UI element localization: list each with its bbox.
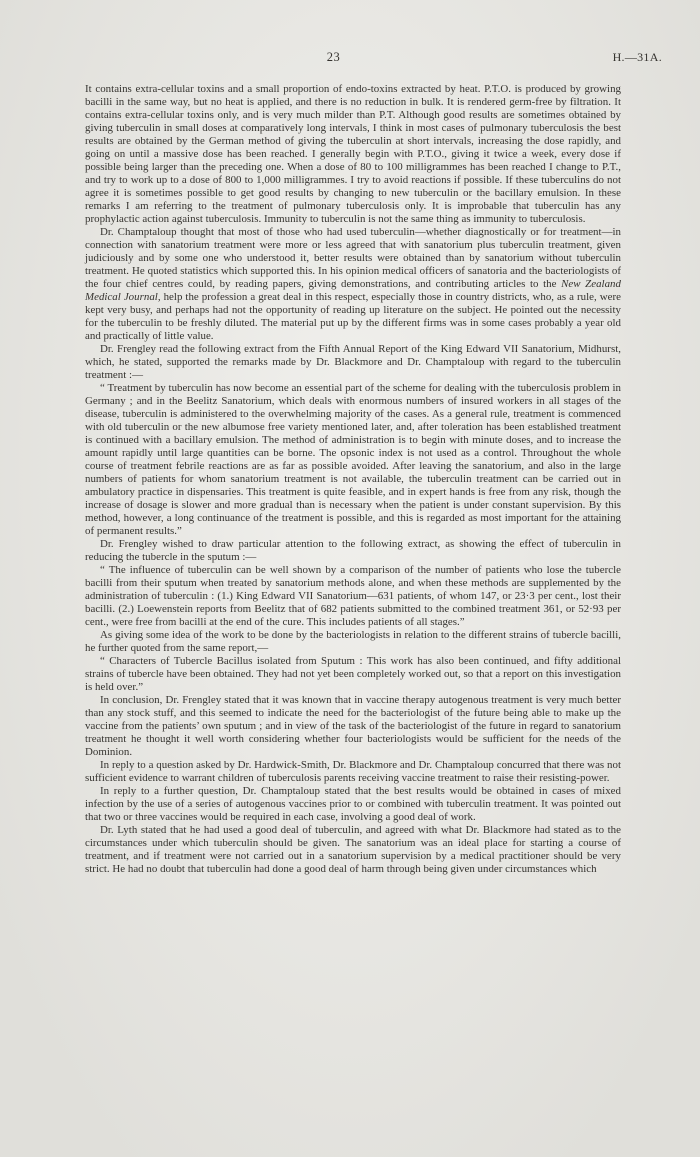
journal-title: New Zealand Medical Journal, xyxy=(85,278,621,303)
paragraph: Dr. Frengley read the following extract from the Fifth Annual Report of the King Edward VII Sanatorium, Midhurst, which, he stated, supported the remarks made by Dr. Blackmore and Dr. Champtaloup with regard to the tuberculin treatment :— xyxy=(85,343,621,381)
paragraph: In reply to a question asked by Dr. Hardwick-Smith, Dr. Blackmore and Dr. Champtaloup concurred that there was not sufficient evidence to warrant children of tuberculosis parents receiving vaccine treatment to raise their resisting-power. xyxy=(85,759,621,784)
quoted-extract: “ The influence of tuberculin can be well shown by a comparison of the number of patients who lose the tubercle bacilli from their sputum when treated by sanatorium methods alone, and when these methods are supplemented by the administration of tuberculin : (1.) King Edward VII Sanatorium—631 patients, of whom 147, or 23·3 per cent., lost their bacilli. (2.) Loewenstein reports from Beelitz that of 682 patients submitted to the combined treatment 361, or 52·93 per cent., were free from bacilli at the end of the cure. This includes patients of all stages.” xyxy=(85,564,621,628)
paragraph: Dr. Frengley wished to draw particular attention to the following extract, as showing the effect of tuberculin in reducing the tubercle in the sputum :— xyxy=(85,538,621,563)
page-header xyxy=(85,50,662,66)
page-number: 23 xyxy=(326,50,341,64)
quoted-extract: “ Treatment by tuberculin has now become an essential part of the scheme for dealing with the tuberculosis problem in Germany ; and in the Beelitz Sanatorium, which deals with enormous numbers of insured workers in all stages of the disease, tuberculin is administered to the overwhelming majority of the cases. As a general rule, treatment is commenced with old tuberculin or the new albumose free variety mentioned later, and, after toleration has been established treatment is continued with a bacillary emulsion. The method of administration is to begin with minute doses, and to increase the amount rapidly until large quantities can be borne. The opsonic index is not used as a control. Throughout the whole course of treatment febrile reactions are as far as possible avoided. After leaving the sanatorium, and also in the large numbers of patients for whom sanatorium treatment is not available, the tuberculin treatment can be carried out in ambulatory practice in dispensaries. This treatment is quite feasible, and in expert hands is free from any risk, though the increase of dosage is slower and more gradual than is necessary when the patient is under constant supervision. By this method, however, a long continuance of the treatment is possible, and this is regarded as most important for the attaining of permanent results.” xyxy=(85,382,621,537)
doc-reference: H.—31A. xyxy=(612,50,662,64)
paragraph: As giving some idea of the work to be done by the bacteriologists in relation to the different strains of tubercle bacilli, he further quoted from the same report,— xyxy=(85,629,621,654)
paragraph xyxy=(85,226,621,343)
quoted-extract: “ Characters of Tubercle Bacillus isolated from Sputum : This work has also been continued, and fifty additional strains of tubercle have been obtained. They had not yet been completely worked out, so that a report on this investigation is held over.” xyxy=(85,655,621,693)
paragraph: In reply to a further question, Dr. Champtaloup stated that the best results would be obtained in cases of mixed infection by the use of a series of autogenous vaccines prior to or combined with tuberculin treatment. It was pointed out that two or three vaccines would be required in each case, involving a good deal of work. xyxy=(85,785,621,823)
paragraph: Dr. Lyth stated that he had used a good deal of tuberculin, and agreed with what Dr. Blackmore had stated as to the circumstances under which tuberculin should be given. The sanatorium was an ideal place for starting a course of treatment, and if treatment were not carried out in a sanatorium supervision by a medical practitioner should be very strict. He had no doubt that tuberculin had done a good deal of harm through being given under circumstances which xyxy=(85,824,621,875)
paragraph-text: help the profession a great deal in this respect, especially those in country districts, who, as a rule, were kept very busy, and perhaps had not the opportunity of reading up literature on the subject. He pointed out the necessity for the tuberculin to be freshly diluted. The material put up by the different firms was in some cases probably a year old and practically of little value. xyxy=(85,291,621,342)
paragraph-text: Dr. Champtaloup thought that most of those who had used tuberculin—whether diagnostically or for treatment—in connection with sanatorium treatment were more or less agreed that with sanatorium plus tuberculin treatment, given judiciously and by some one who understood it, better results were obtained than by sanatorium without tuberculin treatment. He quoted statistics which supported this. In his opinion medical officers of sanatoria and the bacteriologists of the four chief centres could, by reading papers, giving demonstrations, and contributing articles to the xyxy=(85,226,621,290)
paragraph: It contains extra-cellular toxins and a small proportion of endo-toxins extracted by heat. P.T.O. is produced by growing bacilli in the same way, but no heat is applied, and there is no reduction in bulk. It is rendered germ-free by filtration. It contains extra-cellular toxins only, and is very much milder than P.T. Although good results are sometimes obtained by giving tuberculin in small doses at comparatively long intervals, I think in most cases of pulmonary tuberculosis the best results are obtained by the German method of giving the tuberculin at short intervals, increasing the dose rapidly, and going on until a massive dose has been reached. I generally begin with P.T.O., giving it twice a week, every dose if possible being larger than the preceding one. When a dose of 80 to 100 milligrammes has been reached I change to P.T., and try to work up to a dose of 800 to 1,000 milligrammes. I try to avoid reactions if possible. If these tuberculins do not agree it is sometimes possible to get good results by changing to new tuberculin or the bacillary emulsion. In these remarks I am referring to the treatment of pulmonary tuberculosis only. It is improbable that tuberculin has any prophylactic action against tuberculosis. Immunity to tuberculin is not the same thing as immunity to tuberculosis. xyxy=(85,83,621,225)
paragraph: In conclusion, Dr. Frengley stated that it was known that in vaccine therapy autogenous treatment is very much better than any stock stuff, and this seemed to indicate the need for the bacteriologist of the future being able to make up the vaccine from the patients’ own sputum ; and in view of the task of the bacteriologist of the future in regard to sanatorium treatment he thought it well worth considering whether four bacteriologists would be sufficient for the needs of the Dominion. xyxy=(85,694,621,758)
page-body xyxy=(85,83,621,876)
